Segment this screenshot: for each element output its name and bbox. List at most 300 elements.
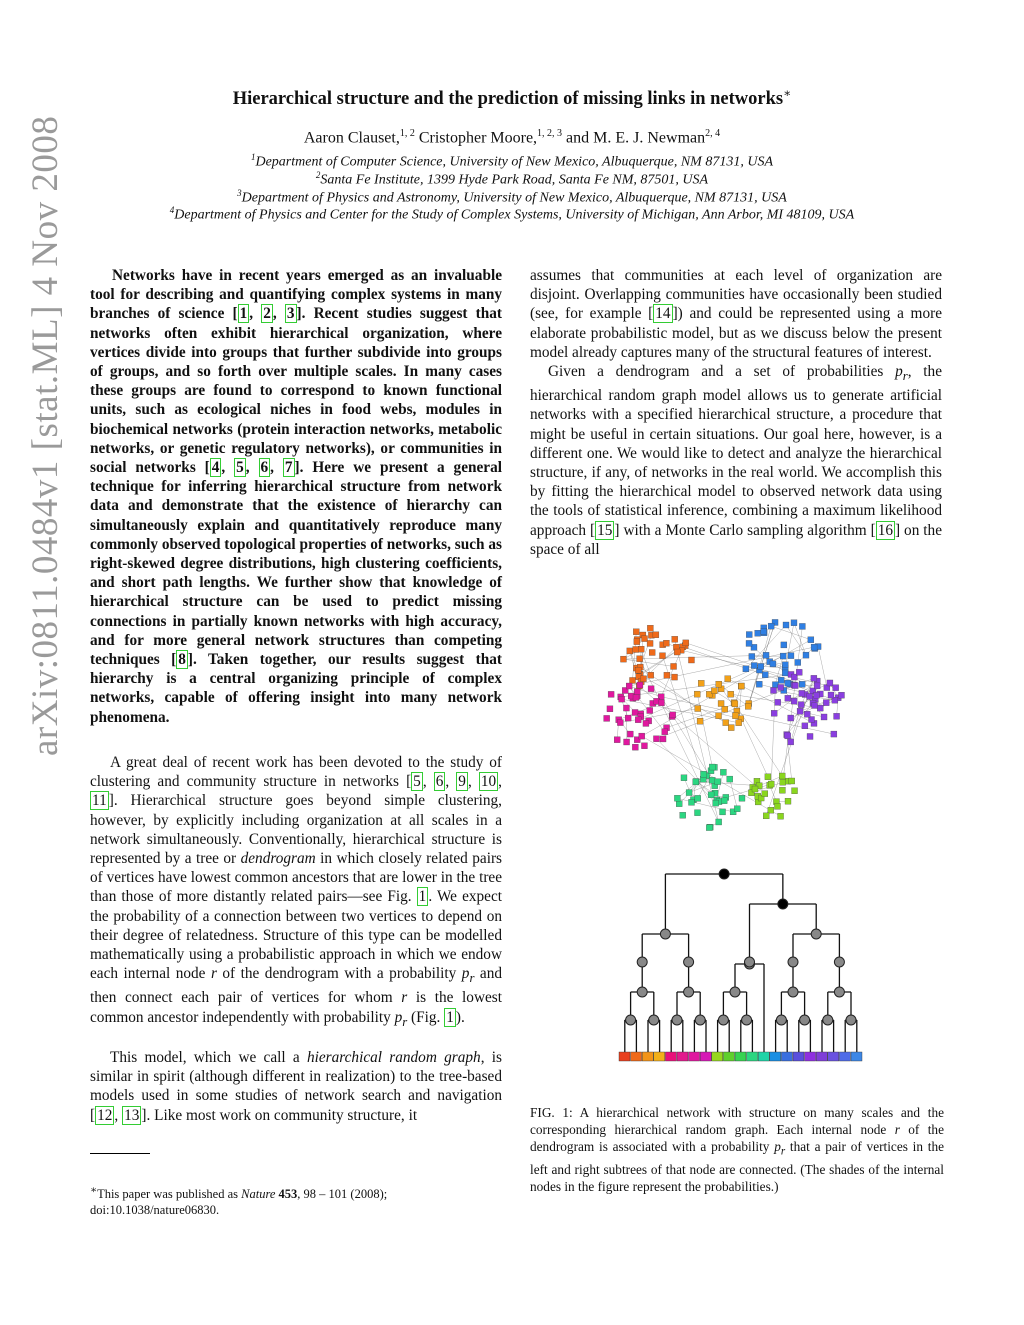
dendrogram-leaf (642, 1052, 653, 1061)
citation-link[interactable]: 2 (263, 305, 271, 323)
dendrogram-figure (615, 862, 875, 1064)
network-vertex (627, 731, 633, 737)
network-vertex (827, 680, 833, 686)
figure-link[interactable]: 1 (418, 888, 427, 906)
footnote-text: , 98 – 101 (2008); (297, 1187, 388, 1202)
network-vertex (812, 702, 818, 708)
network-vertex (831, 731, 837, 737)
journal-volume: 453 (278, 1187, 298, 1202)
network-vertex (720, 809, 726, 815)
body-text: of the dendrogram with a probability (216, 965, 462, 983)
citation-link[interactable]: 9 (458, 773, 466, 791)
body-paragraph: A great deal of recent work has been devoted to the study of clustering and community structure in networks [ 5 , 6 , 9 , 10 , 11 ]. Hierarchical structure goes beyond simple clustering, however, by explicitly including organization at all scales in a network simultaneously. Conventionally, hierarchical structure is represented by a tree or dendrogram in which closely related pairs of vertices have lowest common ancestors that are lower in the tree than those of more distantly related pairs—see Fig. 1 . We expect the probability of a connection between two vertices to depend on their degree of relatedness. Structure of this type can be modelled mathematically using a probabilistic approach in which we endow each internal node r of the dendrogram with a probability $p_r$ and then connect each pair of vertices for whom r is the lowest common ancestor independently with probability $p_r$ (Fig. 1 ). (90, 754, 502, 1029)
network-vertex (643, 720, 649, 726)
citation-link[interactable]: 15 (597, 521, 613, 539)
dendrogram-leaf (677, 1052, 688, 1061)
body-text: A great deal of recent work has been devoted to the study of clustering and community structure in networks [ (90, 754, 502, 791)
network-vertex (642, 636, 648, 642)
affiliation-mark: 4 (169, 205, 175, 215)
citation-link[interactable]: 10 (480, 773, 497, 791)
network-vertex (763, 652, 769, 658)
dendrogram-internal-node (788, 957, 798, 967)
network-vertex (785, 680, 791, 686)
figure-caption (530, 1104, 944, 1196)
author-name: Aaron Clauset, (303, 129, 400, 147)
body-text: This model, which we call a (110, 1049, 307, 1066)
network-vertex (674, 649, 680, 655)
citation-link[interactable]: 3 (286, 305, 295, 323)
footnote-mark: ∗ (90, 1185, 98, 1196)
dendrogram-internal-node (719, 869, 729, 879)
network-vertex (683, 640, 689, 646)
citation-link[interactable]: 4 (211, 459, 220, 477)
network-vertex (739, 795, 745, 801)
network-vertex (627, 648, 633, 654)
author-list (0, 128, 1024, 147)
network-edge (623, 659, 673, 666)
network-vertex (688, 799, 694, 805)
network-vertex (708, 792, 714, 798)
network-vertex (716, 713, 722, 719)
network-vertex (789, 778, 795, 784)
network-vertex (755, 630, 761, 636)
body-text: ]. Hierarchical structure goes beyond simple clustering, however, by explicitly including organization at all scales in a network simultaneously. Conventionally, hierarchical structure is represented by a tree or (90, 792, 502, 868)
network-vertex (604, 715, 610, 721)
dendrogram-leaf (631, 1052, 642, 1061)
body-text: ] with a Monte Carlo sampling algorithm [ (614, 521, 876, 539)
network-vertex (778, 813, 784, 819)
author-name: Cristopher Moore, (418, 129, 538, 147)
dendrogram-internal-node (742, 1015, 752, 1025)
body-text: and then connect each pair of vertices for whom (90, 965, 502, 1007)
body-text: in which closely related pairs of vertices have lowest common ancestors that are lower in the tree than those of more distantly related pairs—see Fig. (90, 850, 502, 906)
network-vertex (698, 680, 704, 686)
dendrogram-internal-node (637, 957, 647, 967)
dendrogram-internal-node (800, 1015, 810, 1025)
network-vertex (623, 705, 629, 711)
network-vertex (721, 798, 727, 804)
network-vertex (771, 687, 777, 693)
network-vertex (632, 709, 638, 715)
dendrogram-branches (625, 874, 857, 1052)
math-symbol: p (895, 363, 903, 381)
citation-link[interactable]: 12 (97, 1106, 113, 1124)
network-vertex (718, 700, 724, 706)
network-vertex (788, 715, 794, 721)
network-vertex (768, 781, 774, 787)
network-vertex (734, 806, 740, 812)
network-vertex (814, 692, 820, 698)
title-footnote-mark[interactable]: ∗ (783, 86, 792, 100)
citation-link[interactable]: 16 (877, 521, 894, 539)
network-vertex (783, 622, 789, 628)
dendrogram-internal-node (846, 1015, 856, 1025)
network-vertex (762, 672, 768, 678)
network-vertex (732, 713, 738, 719)
body-paragraph: This model, which we call a hierarchical random graph, is similar in spirit (although different in realization) to the tree-based models used in some studies of network search and navigation [ 12 , 13 ]. Like most work on community structure, it (90, 1049, 502, 1124)
network-vertex (743, 666, 749, 672)
network-vertex (697, 718, 703, 724)
network-vertex (775, 699, 781, 705)
right-column-text (530, 266, 942, 559)
affiliation (0, 170, 1024, 189)
dendrogram-leaf (793, 1052, 804, 1061)
dendrogram-internal-node (745, 957, 755, 967)
citation-link[interactable]: 8 (178, 651, 186, 669)
affiliation (0, 205, 1024, 224)
network-vertex (632, 744, 638, 750)
arxiv-identifier: arXiv:0811.0484v1 [stat.ML] 4 Nov 2008 (25, 115, 66, 756)
math-subscript: r (780, 1146, 786, 1159)
network-vertex (709, 764, 715, 770)
network-vertex (780, 779, 786, 785)
network-vertex (686, 790, 692, 796)
network-vertex (727, 776, 733, 782)
dendrogram-internal-node (718, 1015, 728, 1025)
network-edge (633, 680, 765, 793)
citation-link[interactable]: 7 (284, 459, 293, 477)
network-vertex (799, 681, 805, 687)
network-vertex (765, 774, 771, 780)
network-vertex (647, 625, 653, 631)
network-nodes (604, 619, 845, 830)
network-vertex (782, 662, 788, 668)
network-vertex (780, 653, 786, 659)
network-vertex (761, 628, 767, 634)
dendrogram-internal-node (649, 1015, 659, 1025)
citation-link[interactable]: 13 (124, 1106, 140, 1124)
paper-title (0, 86, 1024, 110)
affiliation-text: Department of Physics and Astronomy, University of New Mexico, Albuquerque, NM 87131, USA (241, 190, 787, 206)
body-paragraph (530, 266, 942, 362)
network-vertex (751, 663, 757, 669)
network-edge (623, 655, 766, 659)
network-vertex (838, 692, 844, 698)
network-vertex (768, 807, 774, 813)
network-vertex (723, 720, 729, 726)
network-vertex (648, 672, 654, 678)
dendrogram-internal-node (695, 1015, 705, 1025)
network-vertex (672, 636, 678, 642)
network-vertex (774, 803, 780, 809)
network-edge (661, 697, 712, 781)
network-vertex (713, 800, 719, 806)
dendrogram-internal-node (788, 987, 798, 997)
network-vertex (694, 810, 700, 816)
network-vertex (728, 691, 734, 697)
body-text: assumes that communities at each level of organization are disjoint. Overlapping communities have occasionally been studied (see, for example [ (530, 267, 942, 323)
emphasis: hierarchical random graph (306, 1049, 481, 1066)
dendrogram-leaf (828, 1052, 839, 1061)
doi-link[interactable]: doi:10.1038/nature06830. (90, 1203, 220, 1218)
network-vertex (811, 675, 817, 681)
body-text: , the hierarchical random graph model allows us to generate artificial networks with a specified hierarchical structure, a procedure that might be useful in certain situations. Our goal here, however, is a different one. We would like to detect and analyze the hierarchical structure, if any, of networks in the real world. We accomplish this by fitting the hierarchical model to observed network data using the tools of statistical inference, combining a maximum likelihood approach [ (530, 363, 942, 539)
affiliation-text: Department of Computer Science, University of New Mexico, Albuquerque, NM 87131, USA (255, 154, 773, 170)
network-vertex (676, 801, 682, 807)
network-vertex (779, 787, 785, 793)
network-edge (730, 779, 738, 809)
network-vertex (664, 672, 670, 678)
network-vertex (799, 623, 805, 629)
network-vertex (620, 656, 626, 662)
figure-link[interactable]: 1 (446, 1008, 454, 1026)
network-vertex (792, 788, 798, 794)
body-paragraph (530, 362, 942, 559)
author-affiliation-mark: 1, 2, 3 (537, 128, 563, 139)
network-vertex (625, 715, 631, 721)
math-subscript: r (469, 971, 475, 986)
network-vertex (671, 663, 677, 669)
abstract-text: ]. Here we present a general technique for inferring hierarchical structure from network data and demonstrate that the existence of hierarchy can simultaneously explain and quantitatively reproduce many commonly observed topological properties of networks, such as right-skewed degree distributions, high clustering coefficients, and short path lengths. We further show that knowledge of hierarchical structure can be used to predict missing connections in partially known networks with high accuracy, and for more general network structures than competing techniques [ (90, 459, 502, 669)
network-vertex (662, 729, 668, 735)
network-vertex (802, 723, 808, 729)
network-vertex (746, 632, 752, 638)
dendrogram-internal-node (834, 987, 844, 997)
emphasis: dendrogram (240, 850, 316, 868)
body-text: ). (455, 1008, 465, 1026)
network-vertex (660, 736, 666, 742)
caption-text: of the dendrogram is associated with a probability (530, 1122, 944, 1155)
abstract: Networks have in recent years emerged as an invaluable tool for describing and quantifying complex systems in many branches of science [ 1 , 2 , 3 ]. Recent studies suggest that networks often exhibit hierarchical organization, where vertices divide into groups that further subdivide into groups of groups, and so forth over multiple scales. In many cases these groups are found to correspond to known functional units, such as ecological niches in food webs, modules in biochemical networks (protein interaction networks, metabolic networks, or genetic regulatory networks), or communities in social networks [ 4 , 5 , 6 , 7 ]. Here we present a general technique for inferring hierarchical structure from network data and demonstrate that the existence of hierarchy can simultaneously explain and quantitatively reproduce many commonly observed topological properties of networks, such as right-skewed degree distributions, high clustering coefficients, and short path lengths. We further show that knowledge of hierarchical structure can be used to predict missing connections in partially known networks with high accuracy, and for more general network structures than competing techniques [ 8 ]. Taken together, our results suggest that hierarchy is a central organizing principle of complex networks, capable of offering insight into many network phenomena. (90, 267, 502, 726)
network-vertex (700, 771, 706, 777)
caption-text: that a pair of vertices in the left and right subtrees of that node are connected. (The shades of the internal nodes in the figure represent the probabilities.) (530, 1139, 945, 1195)
network-vertex (626, 683, 632, 689)
dendrogram-leaf (747, 1052, 758, 1061)
body-text: ] on the space of all (530, 521, 942, 558)
dendrogram-leaf (839, 1052, 850, 1061)
network-vertex (791, 698, 797, 704)
network-vertex (807, 733, 813, 739)
network-vertex (752, 786, 758, 792)
network-vertex (641, 743, 647, 749)
network-vertex (821, 714, 827, 720)
abstract-text: ]. Taken together, our results suggest that hierarchy is a central organizing principle of complex networks, capable of offering insight into many network phenomena. (90, 651, 502, 726)
network-vertex (634, 639, 640, 645)
network-vertex (653, 736, 659, 742)
network-vertex (635, 667, 641, 673)
citation-link[interactable]: 11 (92, 792, 107, 810)
dendrogram-internal-node (672, 1015, 682, 1025)
network-edge (640, 675, 726, 723)
network-vertex (823, 700, 829, 706)
citation-link[interactable]: 5 (236, 459, 244, 477)
network-vertex (785, 733, 791, 739)
network-vertex (634, 689, 640, 695)
network-vertex (808, 637, 814, 643)
network-vertex (672, 674, 678, 680)
dendrogram-internal-node (660, 929, 670, 939)
math-symbol: p (774, 1139, 781, 1155)
network-vertex (649, 649, 655, 655)
journal-name: Nature (241, 1187, 276, 1202)
network-vertex (797, 708, 803, 714)
dendrogram-internal-node (684, 987, 694, 997)
dendrogram-internal-node (730, 987, 740, 997)
network-vertex (771, 710, 777, 716)
network-vertex (834, 713, 840, 719)
dendrogram-internal-node (626, 1015, 636, 1025)
network-vertex (638, 646, 644, 652)
affiliation-mark: 1 (250, 152, 256, 162)
affiliation-mark: 3 (237, 188, 242, 198)
dendrogram-internal-node (776, 1015, 786, 1025)
network-vertex (778, 677, 784, 683)
network-vertex (617, 720, 623, 726)
body-text: (Fig. (407, 1008, 445, 1026)
network-vertex (807, 693, 813, 699)
network-vertex (659, 653, 665, 659)
citation-link[interactable]: 14 (655, 305, 671, 323)
dendrogram-leaf (712, 1052, 723, 1061)
dendrogram-internal-nodes (626, 869, 856, 1025)
network-vertex (788, 653, 794, 659)
network-vertex (763, 813, 769, 819)
network-vertex (779, 773, 785, 779)
network-vertex (711, 688, 717, 694)
citation-link[interactable]: 6 (435, 773, 444, 791)
network-vertex (640, 676, 646, 682)
dendrogram-internal-node (834, 957, 844, 967)
network-vertex (746, 640, 752, 646)
network-vertex (633, 646, 639, 652)
network-vertex (670, 712, 676, 718)
body-text: Given a dendrogram and a set of probabilities (548, 363, 896, 381)
math-symbol: r (894, 1122, 900, 1138)
dendrogram-leaf (689, 1052, 700, 1061)
network-vertex (607, 706, 613, 712)
network-vertex (681, 775, 687, 781)
network-vertex (633, 694, 639, 700)
network-vertex (781, 642, 787, 648)
network-vertex (716, 819, 722, 825)
math-symbol: p (461, 965, 470, 983)
math-symbol: r (210, 965, 217, 983)
network-vertex (706, 825, 712, 831)
network-vertex (728, 725, 734, 731)
network-vertex (663, 640, 669, 646)
network-vertex (647, 707, 653, 713)
network-vertex (619, 696, 625, 702)
network-vertex (745, 703, 751, 709)
dendrogram-internal-node (811, 929, 821, 939)
network-vertex (658, 700, 664, 706)
network-vertex (647, 640, 653, 646)
title-text: Hierarchical structure and the prediction of missing links in networks (232, 89, 784, 110)
network-vertex (798, 702, 804, 708)
dendrogram-leaf (665, 1052, 676, 1061)
dendrogram-internal-node (823, 1015, 833, 1025)
footnote (90, 1183, 510, 1218)
network-vertex (709, 777, 715, 783)
affiliation (0, 188, 1024, 207)
body-text: , is similar in spirit (although different in realization) to the tree-based models used in some studies of network search and navigation [ (90, 1049, 502, 1124)
network-vertex (608, 691, 614, 697)
network-vertex (674, 795, 680, 801)
body-text: ]) and could be represented using a more elaborate probabilistic model, but as we discuss below the present model already captures many of the structural features of interest. (530, 305, 942, 361)
network-vertex (680, 812, 686, 818)
network-vertex (614, 737, 620, 743)
body-text: ]. Like most work on community structure, it (141, 1106, 418, 1124)
network-edge (697, 694, 712, 767)
footnote-text: This paper was published as (97, 1187, 242, 1202)
network-vertex (694, 691, 700, 697)
network-vertex (637, 656, 643, 662)
network-vertex (795, 659, 801, 665)
network-vertex (772, 682, 778, 688)
dendrogram-leaf (735, 1052, 746, 1061)
network-vertex (637, 682, 643, 688)
network-vertex (788, 739, 794, 745)
author-affiliation-mark: 2, 4 (705, 128, 721, 139)
dendrogram-leaf (758, 1052, 769, 1061)
network-vertex (785, 798, 791, 804)
dendrogram-leaf (851, 1052, 862, 1061)
network-vertex (817, 705, 823, 711)
author-name: and M. E. J. Newman (566, 129, 706, 147)
dendrogram-leaf (700, 1052, 711, 1061)
math-subscript: r (902, 369, 908, 384)
dendrogram-leaf (781, 1052, 792, 1061)
dendrogram-leaf (816, 1052, 827, 1061)
affiliation (0, 152, 1024, 171)
citation-link[interactable]: 6 (260, 459, 269, 477)
citation-link[interactable]: 1 (239, 305, 248, 323)
network-vertex (833, 685, 839, 691)
network-vertex (796, 669, 802, 675)
network-vertex (722, 706, 728, 712)
dendrogram-leaf (654, 1052, 665, 1061)
network-vertex (792, 683, 798, 689)
network-vertex (695, 706, 701, 712)
dendrogram-leaf (619, 1052, 630, 1061)
network-vertex (791, 620, 797, 626)
network-vertex (785, 695, 791, 701)
network-figure (580, 608, 890, 838)
network-vertex (782, 670, 788, 676)
network-vertex (799, 690, 805, 696)
network-vertex (762, 791, 768, 797)
network-vertex (653, 632, 659, 638)
network-vertex (828, 692, 834, 698)
caption-text: FIG. 1: A hierarchical network with structure on many scales and the corresponding hierarchical random graph. Each internal node (530, 1105, 944, 1138)
dendrogram-leaf (770, 1052, 781, 1061)
citation-link[interactable]: 5 (413, 773, 421, 791)
network-vertex (749, 653, 755, 659)
author-affiliation-mark: 1, 2 (399, 128, 415, 139)
network-vertex (804, 711, 810, 717)
network-vertex (736, 720, 742, 726)
footnote-divider (90, 1153, 150, 1154)
affiliation-text: Department of Physics and Center for the Study of Complex Systems, University of Michigan, Ann Arbor, MI 48109, USA (174, 207, 855, 223)
network-vertex (635, 717, 641, 723)
network-vertex (770, 661, 776, 667)
network-vertex (715, 779, 721, 785)
affiliation-text: Santa Fe Institute, 1399 Hyde Park Road, Santa Fe NM, 87501, USA (320, 172, 709, 188)
math-subscript: r (402, 1014, 408, 1029)
abstract-text: Networks have in recent years emerged as an invaluable tool for describing and quantifying complex systems in many branches of science [ (90, 267, 502, 323)
abstract-text: ]. Recent studies suggest that networks often exhibit hierarchical organization, where vertices divide into groups that further subdivide into groups of groups, and so forth over multiple scales. In many cases these groups are found to correspond to known functional units, such as ecological niches in food webs, modules in biochemical networks (protein interaction networks, metabolic networks, or genetic regulatory networks), or communities in social networks [ (90, 305, 502, 477)
network-vertex (688, 657, 694, 663)
dendrogram-internal-node (684, 957, 694, 967)
network-vertex (738, 683, 744, 689)
network-vertex (778, 684, 784, 690)
network-vertex (814, 683, 820, 689)
network-vertex (725, 676, 731, 682)
network-vertex (809, 717, 815, 723)
network-vertex (720, 769, 726, 775)
network-vertex (693, 779, 699, 785)
network-vertex (624, 739, 630, 745)
